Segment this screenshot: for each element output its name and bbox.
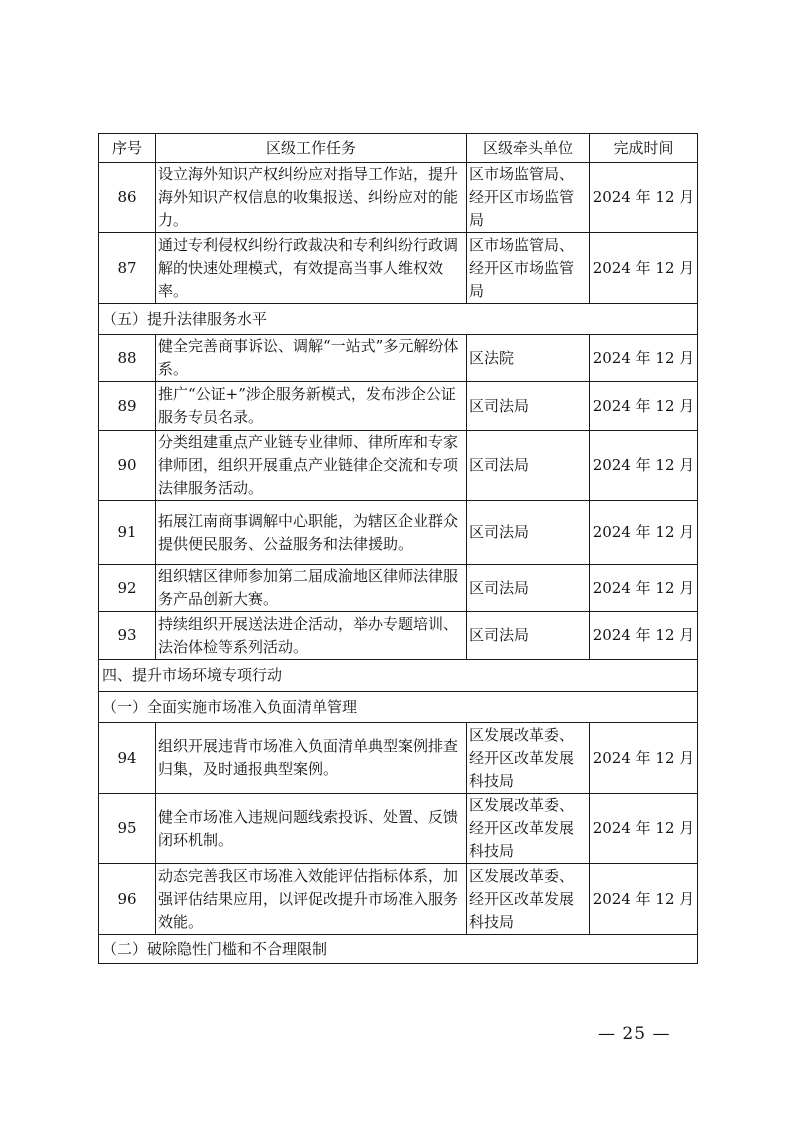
task-text: 分类组建重点产业链专业律师、律所库和专家律师团，组织开展重点产业链律企交流和专项法律服务活动。 — [156, 431, 467, 501]
lead-unit: 区发展改革委、经开区改革发展科技局 — [467, 864, 590, 935]
completion-time: 2024 年 12 月 — [590, 612, 698, 660]
task-text: 健全市场准入违规问题线索投诉、处置、反馈闭环机制。 — [156, 794, 467, 864]
task-text: 动态完善我区市场准入效能评估指标体系，加强评估结果应用，以评促改提升市场准入服务效能。 — [156, 864, 467, 935]
completion-time: 2024 年 12 月 — [590, 723, 698, 794]
section-row — [99, 692, 698, 723]
row-number: 94 — [99, 723, 156, 794]
completion-time: 2024 年 12 月 — [590, 501, 698, 565]
lead-unit: 区市场监管局、经开区市场监管局 — [467, 163, 590, 233]
completion-time: 2024 年 12 月 — [590, 335, 698, 382]
task-text: 拓展江南商事调解中心职能，为辖区企业群众提供便民服务、公益服务和法律援助。 — [156, 501, 467, 565]
header-unit: 区级牵头单位 — [467, 134, 590, 163]
section-row — [99, 935, 698, 964]
lead-unit: 区市场监管局、经开区市场监管局 — [467, 233, 590, 304]
row-number: 96 — [99, 864, 156, 935]
row-number: 93 — [99, 612, 156, 660]
completion-time: 2024 年 12 月 — [590, 382, 698, 431]
row-number: 89 — [99, 382, 156, 431]
completion-time: 2024 年 12 月 — [590, 794, 698, 864]
completion-time: 2024 年 12 月 — [590, 233, 698, 304]
row-number: 92 — [99, 565, 156, 612]
table-row — [99, 612, 698, 660]
table-row — [99, 233, 698, 304]
completion-time: 2024 年 12 月 — [590, 565, 698, 612]
section-row — [99, 304, 698, 335]
lead-unit: 区司法局 — [467, 501, 590, 565]
table-header-row — [99, 134, 698, 163]
section-row — [99, 660, 698, 692]
completion-time: 2024 年 12 月 — [590, 431, 698, 501]
task-text: 组织辖区律师参加第二届成渝地区律师法律服务产品创新大赛。 — [156, 565, 467, 612]
completion-time: 2024 年 12 月 — [590, 864, 698, 935]
table-row — [99, 431, 698, 501]
header-time: 完成时间 — [590, 134, 698, 163]
row-number: 95 — [99, 794, 156, 864]
lead-unit: 区司法局 — [467, 382, 590, 431]
row-number: 86 — [99, 163, 156, 233]
lead-unit: 区发展改革委、经开区改革发展科技局 — [467, 794, 590, 864]
header-task: 区级工作任务 — [156, 134, 467, 163]
section-heading: （二）破除隐性门槛和不合理限制 — [99, 935, 698, 964]
table-row — [99, 335, 698, 382]
lead-unit: 区司法局 — [467, 565, 590, 612]
task-text: 健全完善商事诉讼、调解“一站式”多元解纷体系。 — [156, 335, 467, 382]
table-row — [99, 382, 698, 431]
completion-time: 2024 年 12 月 — [590, 163, 698, 233]
row-number: 91 — [99, 501, 156, 565]
section-heading: （一）全面实施市场准入负面清单管理 — [99, 692, 698, 723]
lead-unit: 区司法局 — [467, 612, 590, 660]
lead-unit: 区法院 — [467, 335, 590, 382]
row-number: 90 — [99, 431, 156, 501]
table-row — [99, 501, 698, 565]
task-text: 设立海外知识产权纠纷应对指导工作站，提升海外知识产权信息的收集报送、纠纷应对的能力。 — [156, 163, 467, 233]
page-number: — 25 — — [598, 1024, 671, 1044]
section-heading: 四、提升市场环境专项行动 — [99, 660, 698, 692]
task-text: 通过专利侵权纠纷行政裁决和专利纠纷行政调解的快速处理模式，有效提高当事人维权效率。 — [156, 233, 467, 304]
row-number: 88 — [99, 335, 156, 382]
row-number: 87 — [99, 233, 156, 304]
lead-unit: 区司法局 — [467, 431, 590, 501]
lead-unit: 区发展改革委、经开区改革发展科技局 — [467, 723, 590, 794]
table-row — [99, 163, 698, 233]
table-row — [99, 794, 698, 864]
task-table — [98, 133, 698, 964]
task-text: 组织开展违背市场准入负面清单典型案例排查归集，及时通报典型案例。 — [156, 723, 467, 794]
table-row — [99, 723, 698, 794]
task-text: 推广“公证+”涉企服务新模式，发布涉企公证服务专员名录。 — [156, 382, 467, 431]
task-text: 持续组织开展送法进企活动，举办专题培训、法治体检等系列活动。 — [156, 612, 467, 660]
table-row — [99, 864, 698, 935]
table-row — [99, 565, 698, 612]
section-heading: （五）提升法律服务水平 — [99, 304, 698, 335]
header-num: 序号 — [99, 134, 156, 163]
